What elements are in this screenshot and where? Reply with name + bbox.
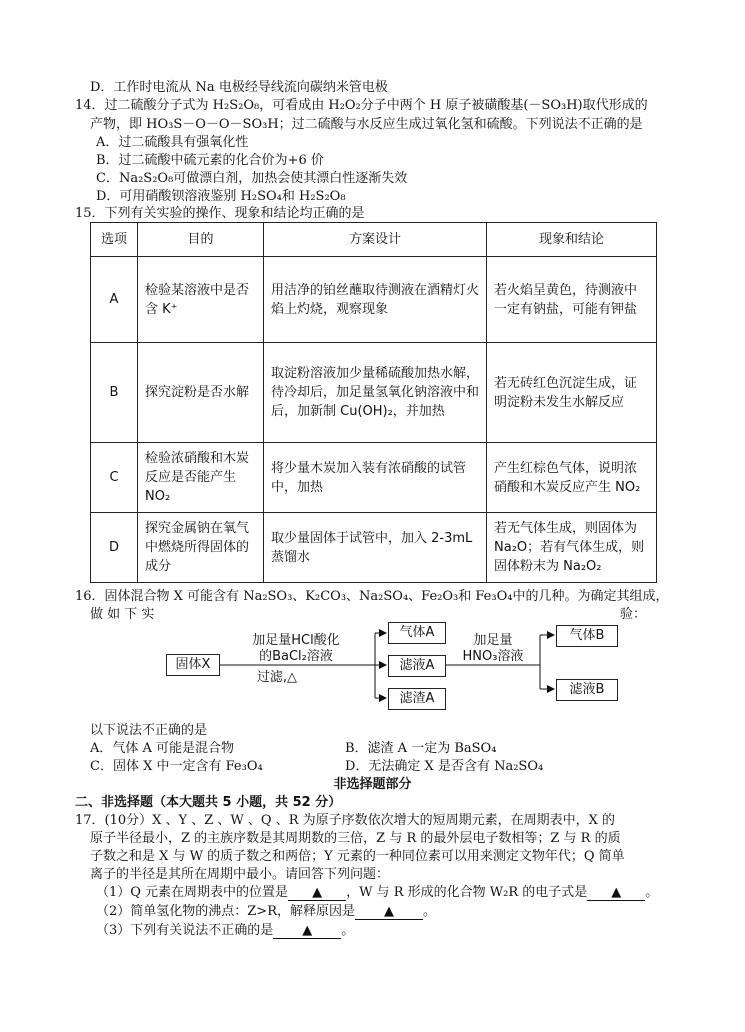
row-option: D	[91, 513, 138, 583]
q16-option-a: A．气体 A 可能是混合物	[90, 741, 235, 756]
q17-part1-text-c: 。	[645, 885, 659, 900]
row-plan: 用洁净的铂丝蘸取待测液在酒精灯火焰上灼烧，观察现象	[264, 257, 487, 343]
row-plan: 取淀粉溶液加少量稀硫酸加热水解，待冷却后，加足量氢氧化钠溶液中和后，加新制 Cu(OH)₂，并加热	[264, 343, 487, 443]
filtrate-b-box: 滤液B	[556, 679, 618, 701]
row-result: 若火焰呈黄色，待测液中一定有钠盐，可能有钾盐	[487, 257, 657, 343]
row-plan: 将少量木炭加入装有浓硝酸的试管中，加热	[264, 443, 487, 513]
q15-stem: 15．下列有关实验的操作、现象和结论均正确的是	[75, 206, 365, 221]
header-result: 现象和结论	[487, 223, 657, 257]
solid-x-box: 固体X	[166, 654, 220, 676]
answer-blank[interactable]: ▲	[273, 923, 341, 939]
q17-part1-text-b: ，W 与 R 形成的化合物 W₂R 的电子式是	[346, 885, 588, 900]
row-result: 产生红棕色气体，说明浓硝酸和木炭反应产生 NO₂	[487, 443, 657, 513]
q17-part2	[96, 903, 436, 921]
q17-line4: 离子的半径是其所在周期中最小。请回答下列问题：	[90, 867, 390, 882]
q17-line1: 17．(10分）X 、Y 、Z 、W 、Q 、R 为原子序数依次增大的短周期元素，在周期表中，X 的	[75, 813, 616, 828]
row-option: B	[91, 343, 138, 443]
answer-blank[interactable]: ▲	[355, 904, 423, 920]
q17-line2: 原子半径最小，Z 的主族序数是其周期数的三倍，Z 与 R 的最外层电子数相等；Z 与 R 的质	[90, 831, 621, 846]
section-title: 非选择题部分	[333, 777, 412, 792]
header-option: 选项	[91, 223, 138, 257]
q14-option-d: D．可用硝酸钡溶液鉴别 H₂SO₄和 H₂S₂O₈	[96, 189, 346, 204]
row-result: 若无砖红色沉淀生成，证明淀粉未发生水解反应	[487, 343, 657, 443]
header-goal: 目的	[138, 223, 264, 257]
row-goal: 探究淀粉是否水解	[138, 343, 264, 443]
row-goal: 检验某溶液中是否含 K⁺	[138, 257, 264, 343]
q13-option-d: D．工作时电流从 Na 电极经导线流向碳纳米管电极	[90, 80, 388, 95]
q16-option-d: D．无法确定 X 是否含有 Na₂SO₄	[345, 759, 544, 774]
row-goal: 探究金属钠在氧气中燃烧所得固体的成分	[138, 513, 264, 583]
section-heading: 二、非选择题（本大题共 5 小题，共 52 分）	[75, 795, 342, 810]
q17-part2-text-b: 。	[423, 904, 437, 919]
q16-option-c: C．固体 X 中一定含有 Fe₃O₄	[90, 759, 263, 774]
q16-stem-line2a: 做 如 下 实	[90, 607, 155, 622]
residue-a-box: 滤渣A	[388, 688, 446, 710]
reagent2-line2: HNO₃溶液	[462, 649, 524, 664]
reagent2-line1: 加足量	[473, 633, 513, 648]
q14-option-c: C．Na₂S₂O₈可做漂白剂，加热会使其漂白性逐渐失效	[96, 171, 408, 186]
q17-part1	[96, 884, 658, 902]
answer-blank[interactable]: ▲	[288, 885, 346, 901]
q16-stem-line1: 16．固体混合物 X 可能含有 Na₂SO₃、K₂CO₃、Na₂SO₄、Fe₂O₃和 Fe₃O₄中的几种。为确定其组成，	[75, 589, 669, 604]
q16-stem-line2b: 验：	[620, 607, 647, 622]
gas-b-box: 气体B	[556, 625, 618, 647]
filtrate-a-box: 滤液A	[388, 655, 446, 677]
q17-line3: 子数之和是 X 与 W 的质子数之和两倍；Y 元素的一种同位素可以用来测定文物年代；Q 简单	[90, 849, 625, 864]
q14-stem-line1: 14．过二硫酸分子式为 H₂S₂O₈，可看成由 H₂O₂分子中两个 H 原子被磺酸基(－SO₃H)取代形成的	[75, 98, 648, 113]
row-plan: 取少量固体于试管中，加入 2-3mL 蒸馏水	[264, 513, 487, 583]
q14-stem-line2: 产物，即 HO₃S－O－O－SO₃H；过二硫酸与水反应生成过氧化氢和硫酸。下列说法不正确的是	[90, 117, 643, 132]
q14-option-b: B．过二硫酸中硫元素的化合价为+6 价	[96, 153, 324, 168]
gas-a-box: 气体A	[388, 622, 446, 644]
q14-option-a: A．过二硫酸具有强氧化性	[96, 135, 249, 150]
q16-ask: 以下说法不正确的是	[90, 723, 208, 738]
condition-filter-heat: 过滤,△	[256, 670, 298, 685]
reagent1-line2: 的BaCl₂溶液	[259, 649, 333, 664]
answer-blank[interactable]: ▲	[587, 885, 645, 901]
reagent1-line1: 加足量HCl酸化	[252, 633, 340, 648]
row-option: C	[91, 443, 138, 513]
header-plan: 方案设计	[264, 223, 487, 257]
row-option: A	[91, 257, 138, 343]
row-result: 若无气体生成，则固体为 Na₂O；若有气体生成，则固体粉末为 Na₂O₂	[487, 513, 657, 583]
row-goal: 检验浓硝酸和木炭反应是否能产生 NO₂	[138, 443, 264, 513]
q17-part1-text-a: （1）Q 元素在周期表中的位置是	[96, 885, 289, 900]
q17-part3-text-b: 。	[341, 923, 355, 938]
q16-option-b: B．滤渣 A 一定为 BaSO₄	[345, 741, 497, 756]
q17-part3-text-a: （3）下列有关说法不正确的是	[96, 923, 274, 938]
q17-part3	[96, 922, 354, 940]
q17-part2-text-a: （2）简单氢化物的沸点：Z>R，解释原因是	[96, 904, 355, 919]
